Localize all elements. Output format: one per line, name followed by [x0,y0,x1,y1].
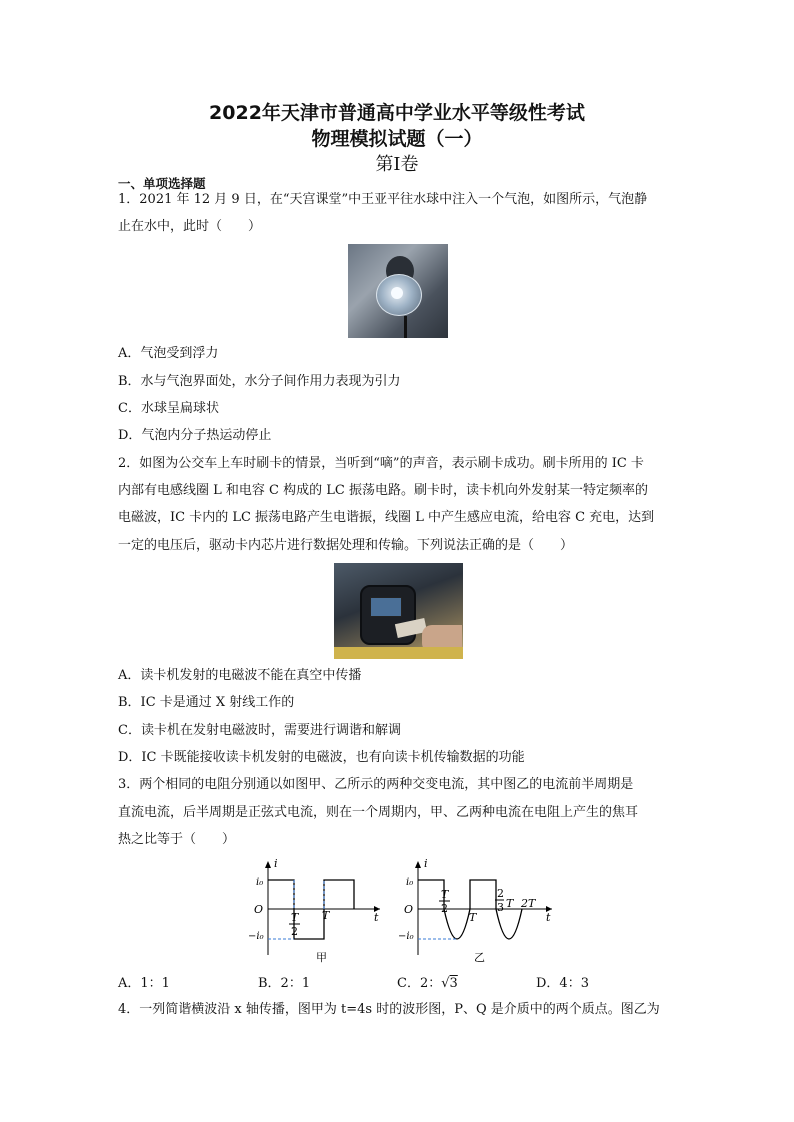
q3-option-b: B．2：1 [258,976,311,991]
stand [404,316,407,338]
handrail [334,647,463,659]
label-jia: 甲 [316,951,327,964]
reader-display [370,597,402,617]
jia-T-label: T [322,909,330,922]
exam-subtitle: 物理模拟试题（一） [311,128,483,150]
q2-stem-line2: 内部有电感线圈 L 和电容 C 构成的 LC 振荡电路。刷卡时，读卡机向外发射某一特定频率的 [118,483,648,498]
yi-2T-label: 2T [521,897,536,910]
q2-stem-line4: 一定的电压后，驱动卡内芯片进行数据处理和传输。下列说法正确的是（ ） [118,538,574,553]
q2-stem-line1: 2．如图为公交车上车时刷卡的情景，当听到“嘀”的声音，表示刷卡成功。刷卡所用的 IC 卡 [118,456,644,471]
section-heading: 一、单项选择题 [118,176,206,191]
q1-option-d: D．气泡内分子热运动停止 [118,428,272,443]
yi-T-label: T [469,911,477,924]
q2-option-b: B．IC 卡是通过 X 射线工作的 [118,695,295,710]
jia-origin: O [254,903,264,916]
q2-option-d: D．IC 卡既能接收读卡机发射的电磁波，也有向读卡机传输数据的功能 [118,750,525,765]
q2-option-a: A．读卡机发射的电磁波不能在真空中传播 [118,668,362,683]
jia-t-label: t [374,911,379,924]
q3-option-c [397,972,458,991]
q1-stem-line2: 止在水中，此时（ ） [118,219,262,234]
q3-current-graphs [250,855,560,967]
jia-i-arrow [265,861,271,868]
q3-stem-line3: 热之比等于（ ） [118,832,236,847]
q1-stem-line1: 1．2021 年 12 月 9 日，在“天宫课堂”中王亚平往水球中注入一个气泡，如图所示，气泡静 [118,192,648,207]
jia-half-num: T [291,911,299,924]
yi-frac2-T: T [506,897,514,910]
jia-i0: i₀ [256,877,264,888]
jia-half-den: 2 [291,925,298,938]
exam-title: 2022年天津市普通高中学业水平等级性考试 [209,102,585,124]
q1-option-b: B．水与气泡界面处，水分子间作用力表现为引力 [118,374,401,389]
q3-option-c-prefix: C．2： [397,976,442,991]
sqrt-sign: √ [441,976,450,991]
air-bubble [391,287,403,299]
jia-neg-i0: −i₀ [248,931,264,942]
label-yi: 乙 [474,951,485,964]
q2-option-c: C．读卡机在发射电磁波时，需要进行调谐和解调 [118,723,401,738]
yi-origin: O [404,903,414,916]
q2-stem-line3: 电磁波，IC 卡内的 LC 振荡电路产生电谐振，线圈 L 中产生感应电流，给电容 C 充电，达到 [118,510,655,525]
yi-frac2-den: 3 [497,901,504,914]
graph-jia [248,857,380,964]
q3-stem-line1: 3．两个相同的电阻分别通以如图甲、乙所示的两种交变电流，其中图乙的电流前半周期是 [118,777,634,792]
q4-stem-line1: 4．一列简谐横波沿 x 轴传播，图甲为 t=4s 时的波形图，P、Q 是介质中的两个质点。图乙为 [118,1002,660,1017]
jia-i-label: i [274,857,278,870]
q1-photo-astronaut-water-ball [348,244,448,338]
q2-photo-card-reader [334,563,463,659]
q3-option-c-root: 3 [449,976,458,991]
yi-i-label: i [424,857,428,870]
yi-neg-i0: −i₀ [398,931,414,942]
yi-half-den: 2 [441,902,448,915]
yi-half-num: T [441,888,449,901]
yi-frac2-num: 2 [497,887,504,900]
q3-option-d: D．4：3 [536,976,589,991]
q3-option-a: A．1：1 [118,976,170,991]
yi-i0: i₀ [406,877,414,888]
q1-option-c: C．水球呈扁球状 [118,401,219,416]
yi-i-arrow [415,861,421,868]
q3-stem-line2: 直流电流，后半周期是正弦式电流，则在一个周期内，甲、乙两种电流在电阻上产生的焦耳 [118,805,639,820]
q1-option-a: A．气泡受到浮力 [118,346,219,361]
graph-yi [398,857,552,964]
volume-label: 第Ⅰ卷 [375,154,419,175]
yi-t-label: t [546,911,551,924]
